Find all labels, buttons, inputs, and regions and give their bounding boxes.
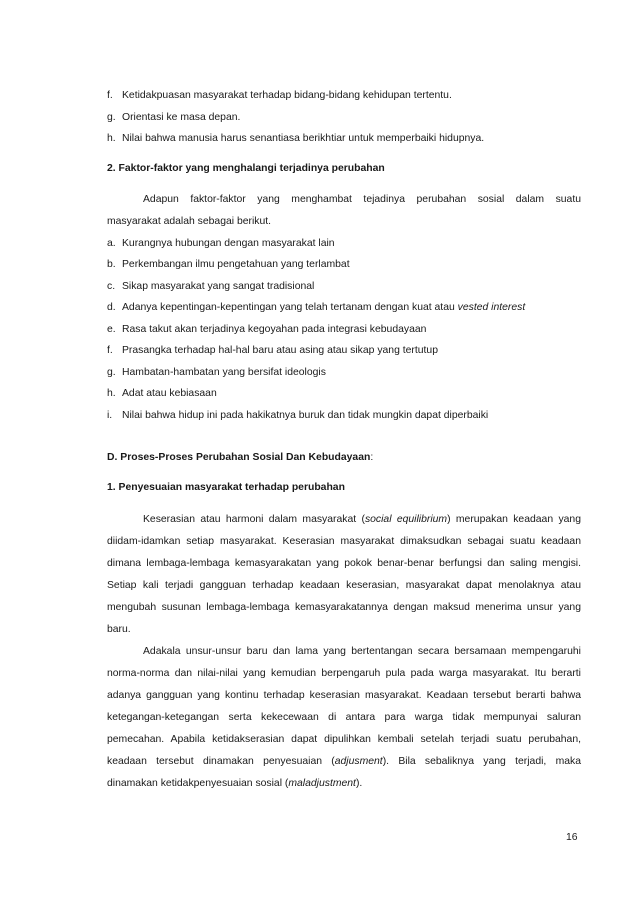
list-marker: g. — [107, 112, 116, 123]
list-marker: f. — [107, 345, 113, 356]
list-item-text: Ketidakpuasan masyarakat terhadap bidang-bidang kehidupan tertentu. — [122, 90, 452, 101]
italic-term: social equilibrium — [364, 514, 448, 525]
subsection-heading: 1. Penyesuaian masyarakat terhadap perubahan — [107, 482, 345, 493]
paragraph-line: ketegangan-ketegangan serta kekecewaan di antara para warga tidak mempunyai saluran — [107, 712, 581, 723]
list-item — [107, 281, 314, 292]
list-item — [107, 324, 426, 335]
italic-term: vested interest — [457, 302, 526, 313]
heading-suffix: : — [370, 452, 374, 463]
list-marker: c. — [107, 281, 116, 292]
list-item-text: Nilai bahwa hidup ini pada hakikatnya buruk dan tidak mungkin dapat diperbaiki — [122, 410, 489, 421]
list-marker: f. — [107, 90, 113, 101]
paragraph-line: dinamakan ketidakpenyesuaian sosial (maladjustment). — [107, 778, 363, 789]
list-marker: b. — [107, 259, 116, 270]
list-item — [107, 345, 438, 356]
list-item-text: Nilai bahwa manusia harus senantiasa berikhtiar untuk memperbaiki hidupnya. — [122, 133, 485, 144]
list-marker: h. — [107, 388, 116, 399]
list-item — [107, 90, 452, 101]
section-heading — [107, 452, 373, 463]
list-item-text: Prasangka terhadap hal-hal baru atau asing atau sikap yang tertutup — [122, 345, 438, 356]
list-item-text: Sikap masyarakat yang sangat tradisional — [122, 281, 315, 292]
list-marker: d. — [107, 302, 116, 313]
list-item — [107, 238, 335, 249]
paragraph-line: norma-norma dan nilai-nilai yang kemudian berpengaruh pula pada warga masyarakat. Itu berarti — [107, 668, 581, 679]
list-item-text: Orientasi ke masa depan. — [122, 112, 241, 123]
list-marker: a. — [107, 238, 116, 249]
paragraph-line: pemecahan. Apabila ketidakserasian dapat dipulihkan kembali setelah terjadi suatu perubahan, — [107, 734, 581, 745]
italic-term: adjusment — [334, 756, 383, 767]
list-item — [107, 133, 484, 144]
page-number: 16 — [566, 832, 578, 843]
paragraph-line: diidam-idamkan setiap masyarakat. Keserasian masyarakat dimaksudkan sebagai suatu keadaan — [107, 536, 581, 547]
paragraph-line: dimana lembaga-lembaga kemasyarakatan yang pokok benar-benar berfungsi dan saling mengisi. — [107, 558, 581, 569]
list-item-text: Adanya kepentingan-kepentingan yang telah tertanam dengan kuat atau — [122, 302, 458, 313]
list-item-text: Kurangnya hubungan dengan masyarakat lain — [122, 238, 335, 249]
paragraph-line: baru. — [107, 624, 131, 635]
paragraph-line: Adapun faktor-faktor yang menghambat tejadinya perubahan sosial dalam suatu — [143, 194, 581, 205]
paragraph-line: Setiap kali terjadi gangguan terhadap keadaan keserasian, masyarakat dapat menolaknya atau — [107, 580, 581, 591]
list-marker: g. — [107, 367, 116, 378]
list-item — [107, 388, 217, 399]
paragraph-line: Adakala unsur-unsur baru dan lama yang bertentangan secara bersamaan mempengaruhi — [143, 646, 581, 657]
italic-term: maladjustment — [288, 778, 356, 789]
list-item — [107, 367, 326, 378]
paragraph-line: keadaan tersebut dinamakan penyesuaian (adjusment). Bila sebaliknya yang terjadi, maka — [107, 756, 581, 767]
paragraph-line: adanya gangguan yang kontinu terhadap keserasian masyarakat. Keadaan tersebut berarti bahwa — [107, 690, 581, 701]
list-marker: i. — [107, 410, 113, 421]
section-heading: 2. Faktor-faktor yang menghalangi terjadinya perubahan — [107, 163, 385, 174]
list-item-text: Rasa takut akan terjadinya kegoyahan pada integrasi kebudayaan — [122, 324, 427, 335]
list-item — [107, 410, 488, 421]
list-item — [107, 259, 350, 270]
list-marker: e. — [107, 324, 116, 335]
paragraph-line: masyarakat adalah sebagai berikut. — [107, 216, 272, 227]
list-item-text: Hambatan-hambatan yang bersifat ideologis — [122, 367, 326, 378]
list-item-text: Adat atau kebiasaan — [122, 388, 217, 399]
paragraph-line: Keserasian atau harmoni dalam masyarakat (social equilibrium) merupakan keadaan yang — [143, 514, 581, 525]
list-item — [107, 302, 525, 313]
list-item — [107, 112, 240, 123]
list-marker: h. — [107, 133, 116, 144]
section-heading-text: D. Proses-Proses Perubahan Sosial Dan Kebudayaan — [107, 452, 371, 463]
paragraph-line: mengubah susunan lembaga-lembaga kemasyarakatannya dengan maksud menerima unsur yang — [107, 602, 581, 613]
list-item-text: Perkembangan ilmu pengetahuan yang terlambat — [122, 259, 350, 270]
